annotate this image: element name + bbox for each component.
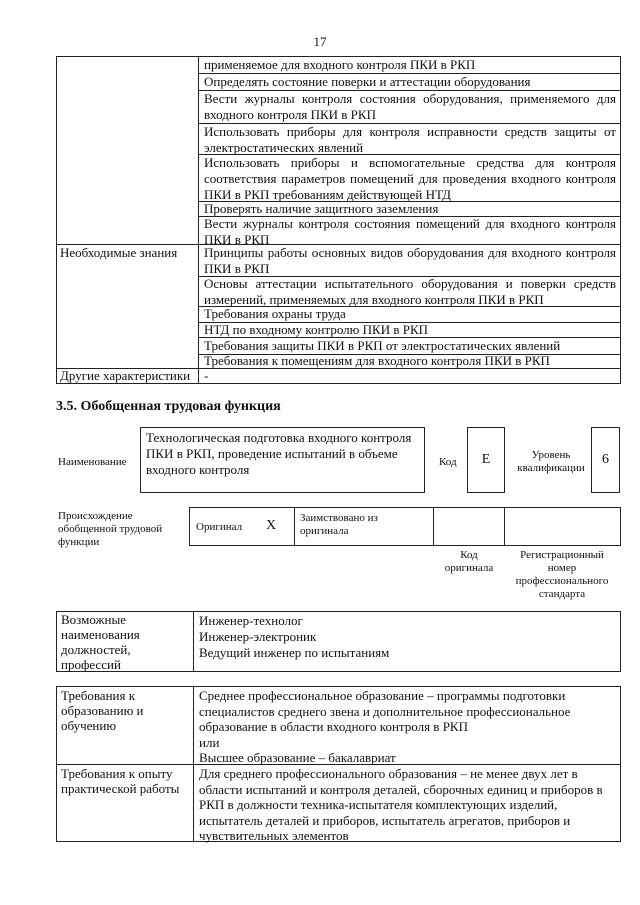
reg-caption: Регистрационный номер профессионального стандарта [515, 549, 609, 600]
position-item: Ведущий инженер по испытаниям [199, 645, 390, 660]
skill-row: применяемое для входного контроля ПКИ в РКП [204, 57, 476, 72]
code-value: E [481, 452, 491, 467]
skill-row: Проверять наличие защитного заземления [204, 201, 439, 216]
function-name: Технологическая подготовка входного контроля ПКИ в РКП, проведение испытаний в объеме входного контроля [146, 430, 412, 477]
other-value: - [204, 368, 209, 383]
positions-label: Возможные наименования должностей, профессий [61, 612, 140, 672]
position-item: Инженер-технолог [199, 613, 303, 628]
page-number: 17 [313, 34, 327, 49]
knowledge-row: Требования к помещениям для входного контроля ПКИ в РКП [204, 353, 550, 368]
name-label: Наименование [58, 456, 127, 468]
borrowed-label: Заимствовано из оригинала [300, 512, 378, 537]
knowledge-row: НТД по входному контролю ПКИ в РКП [204, 322, 429, 337]
other-label: Другие характеристики [60, 368, 191, 383]
original-mark: X [266, 518, 277, 533]
section-title: 3.5. Обобщенная трудовая функция [56, 399, 281, 414]
original-label: Оригинал [196, 521, 243, 533]
skill-row: Вести журналы контроля состояния помещений для входного контроля ПКИ в РКП [204, 216, 616, 247]
education-label: Требования к образованию и обучению [61, 688, 144, 733]
level-label: Уровень квалификации [517, 449, 585, 474]
skill-row: Использовать приборы и вспомогательные средства для контроля соответствия параметров помещений для проведения входного контроля ПКИ в РКП требованиям действующей НТД [204, 155, 616, 202]
code-caption: Код оригинала [444, 549, 494, 574]
skill-row: Определять состояние поверки и аттестации оборудования [204, 74, 531, 89]
education-value: Среднее профессиональное образование – программы подготовки специалистов среднего звена и дополнительное профессиональное образование в области входного контроля в РКП или Высшее образование – бакалавриат [199, 688, 571, 765]
knowledge-row: Основы аттестации испытательного оборудования и поверки средств измерений, применяемых для входного контроля ПКИ в РКП [204, 276, 616, 307]
code-label: Код [439, 456, 457, 468]
knowledge-row: Требования защиты ПКИ в РКП от электростатических явлений [204, 338, 561, 353]
experience-label: Требования к опыту практической работы [61, 766, 180, 796]
knowledge-row: Принципы работы основных видов оборудования для входного контроля ПКИ в РКП [204, 245, 616, 276]
knowledge-label: Необходимые знания [60, 245, 178, 260]
origin-label: Происхождение обобщенной трудовой функции [58, 510, 163, 548]
skill-row: Использовать приборы для контроля исправности средств защиты от электростатических явлений [204, 124, 616, 155]
knowledge-row: Требования охраны труда [204, 306, 346, 321]
level-value: 6 [602, 452, 609, 467]
position-item: Инженер-электроник [199, 629, 317, 644]
skill-row: Вести журналы контроля состояния оборудования, применяемого для входного контроля ПКИ в РКП [204, 91, 616, 122]
experience-value: Для среднего профессионального образования – не менее двух лет в области испытаний и контроля деталей, сборочных единиц и приборов в РКП в должности техника-испытателя комплектующих изделий, испытатель деталей и приборов, испытатель агрегатов, приборов и чувствительных элементов [199, 766, 603, 843]
